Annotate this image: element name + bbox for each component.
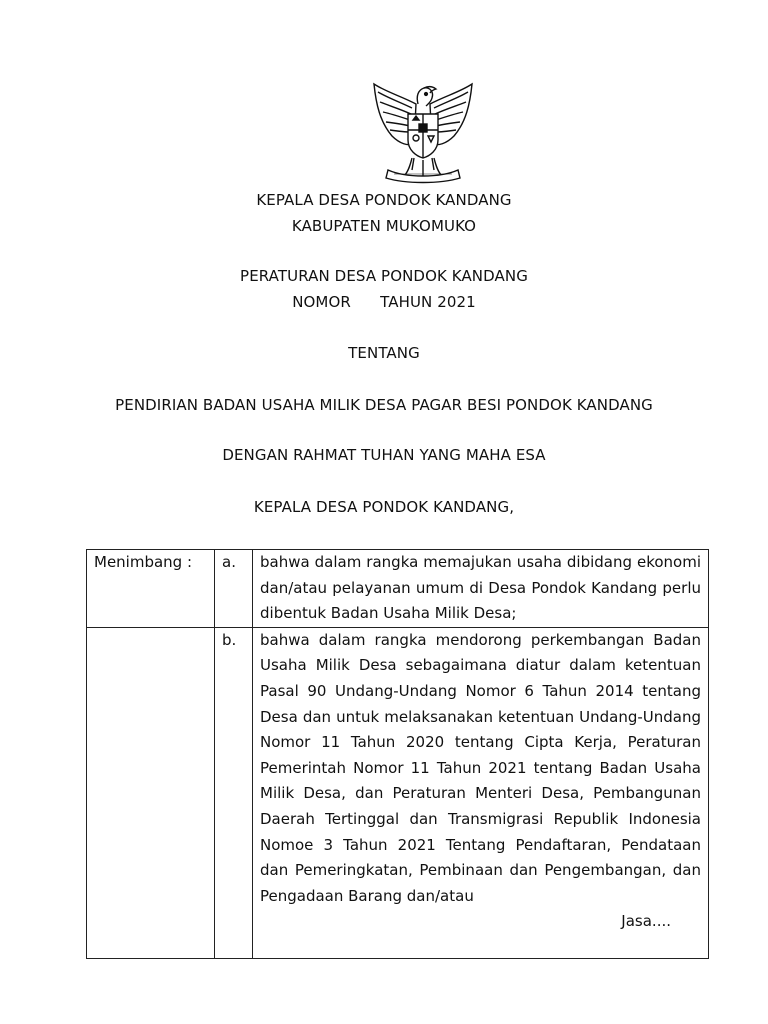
- empty-label-cell: [87, 627, 215, 958]
- regency-name: KABUPATEN MUKOMUKO: [291, 217, 477, 235]
- menimbang-table: [86, 549, 709, 959]
- invocation-line: DENGAN RAHMAT TUHAN YANG MAHA ESA: [222, 446, 546, 464]
- item-text: bahwa dalam rangka mendorong perkembangan Badan Usaha Milik Desa sebagaimana diatur dalam ketentuan Pasal 90 Undang-Undang Nomor 6 Tahun 2014 tentang Desa dan untuk melaksanakan ketentuan Undang-Undang Nomor 11 Tahun 2020 tentang Cipta Kerja, Peraturan Pemerintah Nomor 11 Tahun 2021 tentang Badan Usaha Milik Desa, dan Peraturan Menteri Desa, Pembangunan Daerah Tertinggal dan Transmigrasi Republik Indonesia Nomoe 3 Tahun 2021 Tentang Pendaftaran, Pendataan dan Pemeringkatan, Pembinaan dan Pengembangan, dan Pengadaan Barang dan/atau: [260, 630, 701, 905]
- item-marker: b.: [215, 627, 253, 958]
- table-row: [87, 627, 709, 958]
- item-text-cell: [253, 627, 709, 958]
- item-marker: a.: [215, 550, 253, 628]
- regulation-subject: PENDIRIAN BADAN USAHA MILIK DESA PAGAR BESI PONDOK KANDANG: [115, 396, 653, 414]
- signatory-line: KEPALA DESA PONDOK KANDANG,: [253, 498, 515, 516]
- continuation-text: Jasa....: [621, 912, 671, 931]
- item-text-cell: [253, 550, 709, 628]
- item-text: bahwa dalam rangka memajukan usaha dibidang ekonomi dan/atau pelayanan umum di Desa Pondok Kandang perlu dibentuk Badan Usaha Milik Desa;: [260, 553, 701, 623]
- regulation-title: PERATURAN DESA PONDOK KANDANG: [240, 267, 528, 285]
- institution-title: KEPALA DESA PONDOK KANDANG: [256, 191, 512, 209]
- garuda-emblem-icon: [366, 74, 480, 188]
- menimbang-label: Menimbang :: [87, 550, 215, 628]
- regulation-number: NOMOR TAHUN 2021: [292, 293, 476, 311]
- about-label: TENTANG: [348, 344, 420, 362]
- table-row: [87, 550, 709, 628]
